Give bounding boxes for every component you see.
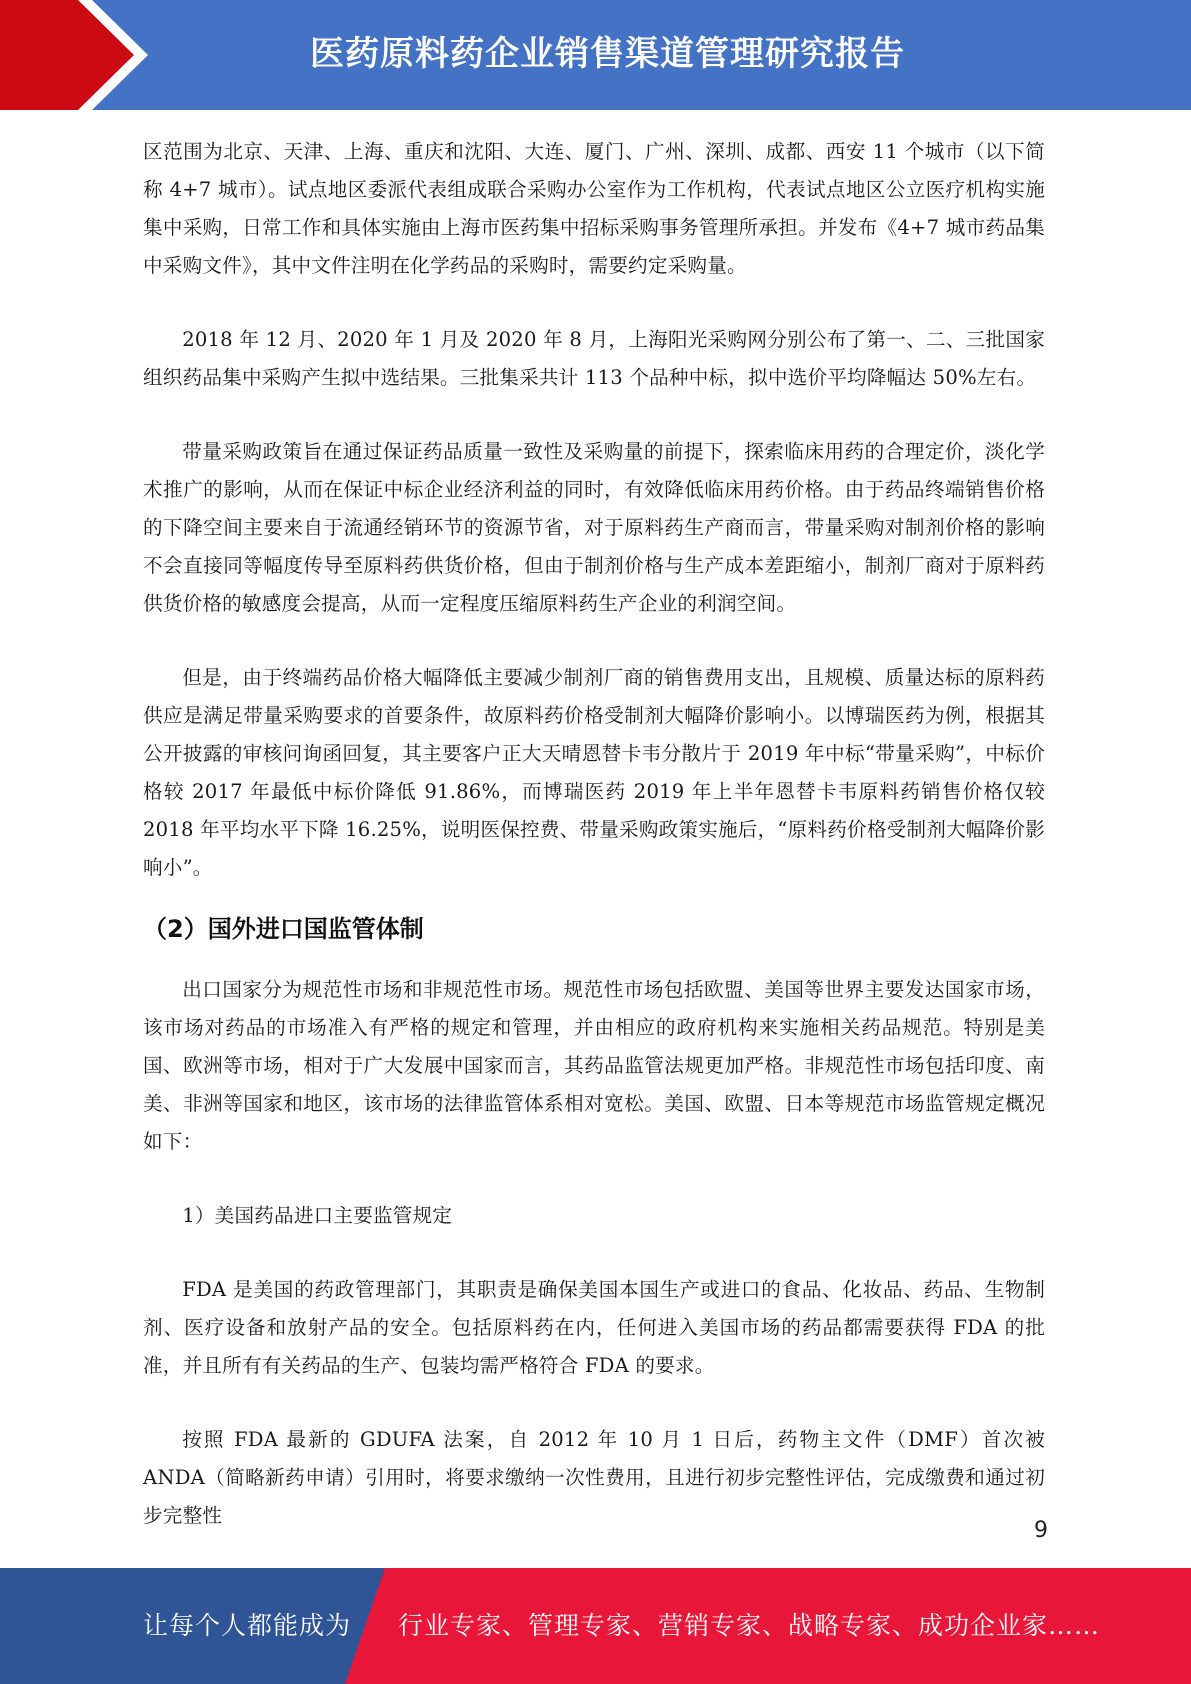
paragraph-fda-role: FDA 是美国的药政管理部门，其职责是确保美国本国生产或进口的食品、化妆品、药品、生物制剂、医疗设备和放射产品的安全。包括原料药在内，任何进入美国市场的药品都需要获得 FDA 的批准，并且所有有关药品的生产、包装均需严格符合 FDA 的要求。: [143, 1278, 1045, 1377]
page-header: [0, 0, 1191, 110]
sub-heading-us-regulation: 1）美国药品进口主要监管规定: [182, 1204, 453, 1227]
footer-slogan-left: 让每个人都能成为: [143, 1611, 352, 1640]
paragraph-procurement-batches: 2018 年 12 月、2020 年 1 月及 2020 年 8 月，上海阳光采购网分别公布了第一、二、三批国家组织药品集中采购产生拟中选结果。三批集采共计 113 个品种中标，拟中选价平均降幅达 50%左右。: [143, 328, 1045, 389]
paragraph-export-markets: 出口国家分为规范性市场和非规范性市场。规范性市场包括欧盟、美国等世界主要发达国家市场，该市场对药品的市场准入有严格的规定和管理，并由相应的政府机构来实施相关药品规范。特别是美国、欧洲等市场，相对于广大发展中国家而言，其药品监管法规更加严格。非规范性市场包括印度、南美、非洲等国家和地区，该市场的法律监管体系相对宽松。美国、欧盟、日本等规范市场监管规定概况如下：: [143, 978, 1045, 1153]
page-footer: [0, 1568, 1191, 1684]
document-body: [143, 133, 1045, 1535]
footer-slogan-right: 行业专家、管理专家、营销专家、战略专家、成功企业家……: [398, 1611, 1101, 1640]
page-number: 9: [1034, 1518, 1048, 1543]
paragraph-volume-procurement-policy: 带量采购政策旨在通过保证药品质量一致性及采购量的前提下，探索临床用药的合理定价，淡化学术推广的影响，从而在保证中标企业经济利益的同时，有效降低临床用药价格。由于药品终端销售价格的下降空间主要来自于流通经销环节的资源节省，对于原料药生产商而言，带量采购对制剂价格的影响不会直接同等幅度传导至原料药供货价格，但由于制剂价格与生产成本差距缩小，制剂厂商对于原料药供货价格的敏感度会提高，从而一定程度压缩原料药生产企业的利润空间。: [143, 440, 1045, 615]
paragraph-api-price-impact: 但是，由于终端药品价格大幅降低主要减少制剂厂商的销售费用支出，且规模、质量达标的原料药供应是满足带量采购要求的首要条件，故原料药价格受制剂大幅降价影响小。以博瑞医药为例，根据其公开披露的审核问询函回复，其主要客户正大天晴恩替卡韦分散片于 2019 年中标“带量采购”，中标价格较 2017 年最低中标价降低 91.86%，而博瑞医药 2019 年上半年恩替卡韦原料药销售价格仅较 2018 年平均水平下降 16.25%，说明医保控费、带量采购政策实施后，“原料药价格受制剂大幅降价影响小”。: [143, 666, 1045, 879]
paragraph-gdufa: 按照 FDA 最新的 GDUFA 法案，自 2012 年 10 月 1 日后，药物主文件（DMF）首次被 ANDA（简略新药申请）引用时，将要求缴纳一次性费用，且进行初步完整性评估，完成缴费和通过初步完整性: [143, 1428, 1045, 1527]
paragraph-pilot-cities: 区范围为北京、天津、上海、重庆和沈阳、大连、厦门、广州、深圳、成都、西安 11 个城市（以下简称 4+7 城市）。试点地区委派代表组成联合采购办公室作为工作机构，代表试点地区公立医疗机构实施集中采购，日常工作和具体实施由上海市医药集中招标采购事务管理所承担。并发布《4+7 城市药品集中采购文件》，其中文件注明在化学药品的采购时，需要约定采购量。: [143, 140, 1045, 277]
report-title: 医药原料药企业销售渠道管理研究报告: [310, 34, 905, 74]
section-heading: （2）国外进口国监管体制: [143, 915, 424, 943]
